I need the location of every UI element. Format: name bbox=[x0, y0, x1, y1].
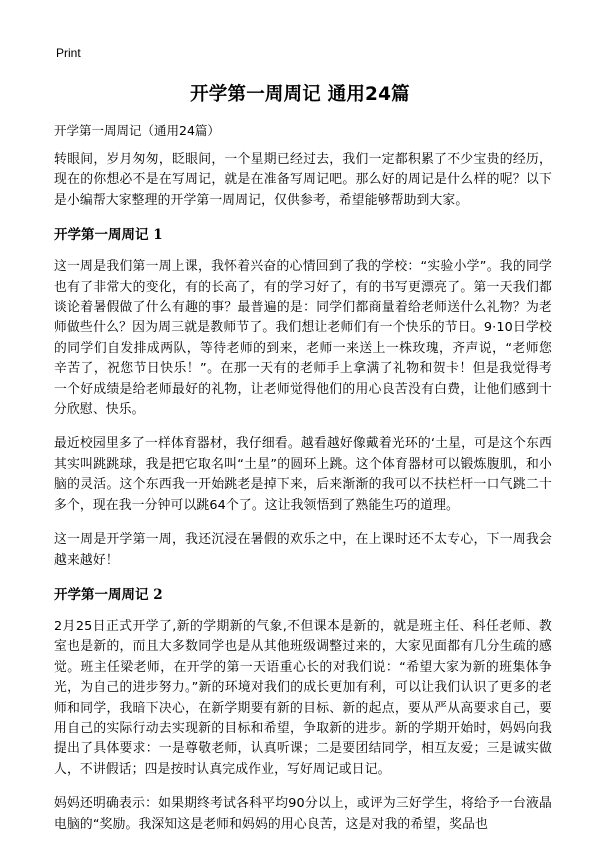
section-2-paragraph-1: 2月25日正式开学了,新的学期新的气象,不但课本是新的，就是班主任、科任老师、教室也是新的，而且大多数同学也是从其他班级调整过来的，大家见面都有几分生疏的感觉。班主任梁老师，在开学的第一天语重心长的对我们说：“希望大家为新的班集体争光，为自己的进步努力。”新的环境对我们的成长更加有利，可以让我们认识了更多的老师和同学，我暗下决心，在新学期要有新的目标、新的起点，要从严从高要求自己，要用自己的实际行动去实现新的目标和希望，争取新的进步。新的学期开始时，妈妈向我提出了具体要求：一是尊敬老师，认真听课；二是要团结同学，相互友爱；三是诚实做人，不讲假话；四是按时认真完成作业，写好周记或日记。 bbox=[54, 618, 552, 777]
section-1-paragraph-1: 这一周是我们第一周上课，我怀着兴奋的心情回到了我的学校：“实验小学”。我的同学也有了非常大的变化，有的长高了，有的学习好了，有的书写更漂亮了。第一天我们都谈论着暑假做了什么有趣的事？最普遍的是：同学们都商量着给老师送什么礼物？为老师做些什么？因为周三就是教师节了。我们想让老师们有一个快乐的节日。9·10日学校的同学们自发排成两队，等待老师的到来，老师一来送上一株玫瑰，齐声说，“老师您辛苦了，祝您节日快乐！”。在那一天有的老师手上拿满了礼物和贺卡！但是我觉得考一个好成绩是给老师最好的礼物，让老师觉得他们的用心良苦没有白费，让他们感到十分欣慰、快乐。 bbox=[54, 259, 552, 418]
document-body bbox=[54, 150, 552, 849]
document-subtitle: 开学第一周周记（通用24篇） bbox=[54, 123, 220, 138]
section-1-paragraph-3: 这一周是开学第一周，我还沉浸在暑假的欢乐之中，在上课时还不太专心，下一周我会越来越好！ bbox=[54, 532, 552, 568]
intro-paragraph: 转眼间，岁月匆匆，眨眼间，一个星期已经过去，我们一定都积累了不少宝贵的经历，现在的你想必不是在写周记，就是在准备写周记吧。那么好的周记是什么样的呢？以下是小编帮大家整理的开学第一周周记，仅供参考，希望能够帮助到大家。 bbox=[54, 152, 552, 208]
section-heading-2: 开学第一周周记 2 bbox=[54, 586, 163, 603]
page-title: 开学第一周周记 通用24篇 bbox=[190, 84, 410, 105]
section-heading-1: 开学第一周周记 1 bbox=[54, 227, 163, 244]
section-2-paragraph-2: 妈妈还明确表示：如果期终考试各科平均90分以上，或评为三好学生，将给予一台液晶电脑的“奖励。我深知这是老师和妈妈的用心良苦，这是对我的希望，奖品也 bbox=[54, 796, 552, 832]
print-link[interactable]: Print bbox=[56, 46, 81, 60]
section-1-paragraph-2: 最近校园里多了一样体育器材，我仔细看。越看越好像戴着光环的‘土星，可是这个东西其实叫跳跳球，我是把它取名叫“土星”的圆环上跳。这个体育器材可以锻炼腹肌，和小脑的灵活。这个东西我一开始跳老是掉下来，后来渐渐的我可以不扶栏杆一口气跳二十多个，现在我一分钟可以跳64个了。这让我领悟到了熟能生巧的道理。 bbox=[54, 436, 552, 513]
